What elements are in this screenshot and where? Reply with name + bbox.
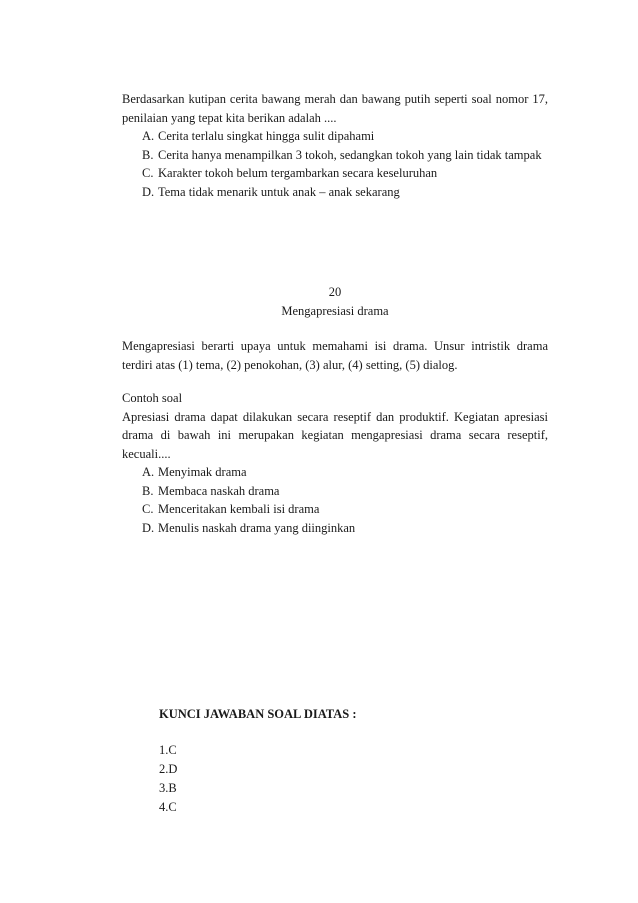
question-stem: Berdasarkan kutipan cerita bawang merah dan bawang putih seperti soal nomor 17, penilaian yang tepat kita berikan adalah ....: [122, 92, 548, 125]
answer-key-item: 4.C: [159, 800, 177, 814]
option-marker: A.: [142, 129, 155, 143]
option-c: [122, 500, 548, 519]
example-label: Contoh soal: [122, 391, 183, 405]
option-text: Karakter tokoh belum tergambarkan secara keseluruhan: [158, 166, 438, 180]
option-marker: D.: [142, 520, 155, 535]
option-marker: C.: [142, 166, 154, 180]
answer-key-list: [159, 741, 177, 817]
option-a: [122, 463, 548, 482]
section-number: 20: [328, 285, 342, 299]
option-list: [122, 463, 548, 537]
option-c: [122, 164, 548, 183]
option-text: Menulis naskah drama yang diinginkan: [158, 520, 356, 535]
option-marker: B.: [142, 147, 154, 162]
option-marker: A.: [142, 465, 155, 479]
option-text: Tema tidak menarik untuk anak – anak sekarang: [158, 184, 400, 199]
section-heading: [122, 283, 548, 320]
example-block: [122, 389, 548, 537]
answer-key-title: KUNCI JAWABAN SOAL DIATAS :: [159, 707, 357, 721]
option-text: Menceritakan kembali isi drama: [158, 502, 320, 516]
option-a: [122, 127, 548, 146]
option-text: Membaca naskah drama: [158, 483, 280, 498]
option-text: Cerita terlalu singkat hingga sulit dipahami: [158, 129, 375, 143]
option-text: Cerita hanya menampilkan 3 tokoh, sedangkan tokoh yang lain tidak tampak: [158, 147, 542, 162]
answer-key-item: 1.C: [159, 743, 177, 757]
option-marker: D.: [142, 184, 155, 199]
option-b: [122, 146, 548, 165]
section-title: Mengapresiasi drama: [281, 303, 389, 318]
answer-key-item: 2.D: [159, 762, 178, 776]
answer-key-item: 3.B: [159, 781, 177, 795]
option-d: [122, 183, 548, 202]
option-d: [122, 519, 548, 538]
section-intro: Mengapresiasi berarti upaya untuk memahami isi drama. Unsur intristik drama terdiri atas (1) tema, (2) penokohan, (3) alur, (4) setting, (5) dialog.: [122, 339, 548, 372]
option-marker: B.: [142, 483, 154, 498]
example-stem: Apresiasi drama dapat dilakukan secara reseptif dan produktif. Kegiatan apresiasi drama di bawah ini merupakan kegiatan mengapresiasi drama secara reseptif, kecuali....: [122, 409, 548, 461]
question-block-1: [122, 90, 548, 201]
option-text: Menyimak drama: [158, 465, 247, 479]
option-b: [122, 482, 548, 501]
option-list: [122, 127, 548, 201]
option-marker: C.: [142, 502, 154, 516]
